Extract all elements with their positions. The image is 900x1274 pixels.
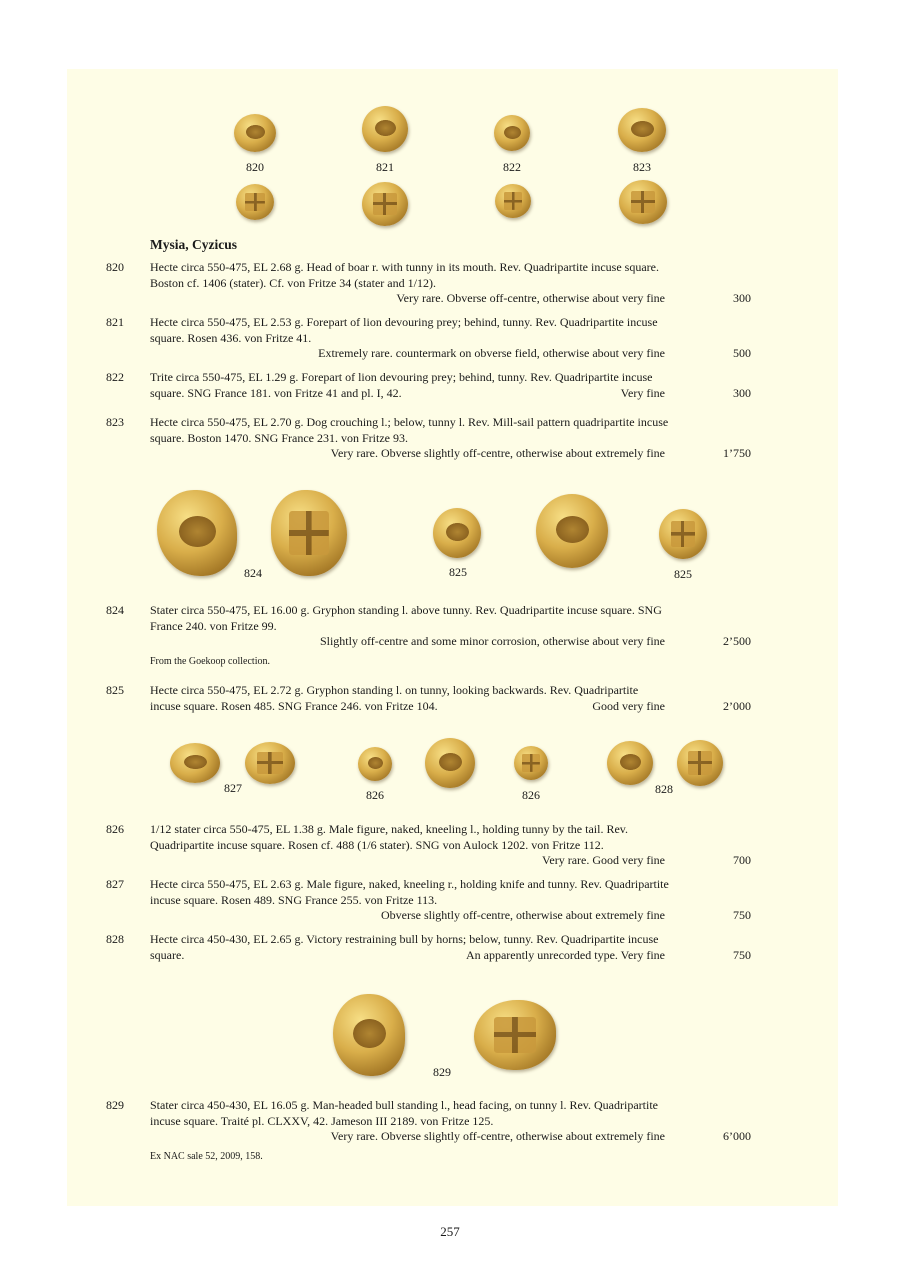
lot-estimate: 750: [733, 947, 751, 962]
lot-description: [150, 877, 752, 908]
plate-label: 827: [224, 781, 242, 795]
coin-820-obverse-image: [234, 114, 276, 152]
section-title: Mysia, Cyzicus: [150, 237, 237, 252]
coin-829-reverse-image: [474, 1000, 556, 1070]
plate-label: 829: [433, 1065, 451, 1079]
coin-829-obverse-image: [333, 994, 405, 1076]
lot-condition: Slightly off-centre and some minor corrosion, otherwise about very fine: [319, 634, 665, 648]
lot-number: 824: [106, 603, 124, 617]
lot-description-line: incuse square. Rosen 489. SNG France 255. von Fritze 113.: [150, 892, 438, 907]
lot-description-line: Stater circa 450-430, EL 16.05 g. Man-headed bull standing l., head facing, on tunny l. Rev. Quadripartite: [150, 1098, 658, 1112]
lot-condition: Obverse slightly off-centre, otherwise about extremely fine: [380, 908, 665, 922]
lot-number: 825: [106, 683, 124, 697]
lot-estimate: 2’000: [723, 698, 751, 713]
lot-estimate: 300: [733, 291, 751, 305]
lot-description-line: France 240. von Fritze 99.: [150, 618, 277, 633]
lot-estimate: 6’000: [723, 1129, 751, 1143]
lot-description-line: Hecte circa 450-430, EL 2.65 g. Victory restraining bull by horns; below, tunny. Rev. Quadripartite incuse: [150, 932, 659, 946]
lot-estimate: 2’500: [723, 634, 751, 648]
lot-estimate: 300: [733, 385, 751, 400]
lot-description-line: Hecte circa 550-475, EL 2.70 g. Dog crouching l.; below, tunny l. Rev. Mill-sail pattern quadripartite incuse: [150, 415, 669, 429]
lot-condition: Very fine: [620, 385, 665, 400]
lot-provenance: From the Goekoop collection.: [150, 656, 270, 667]
lot-provenance: Ex NAC sale 52, 2009, 158.: [150, 1151, 263, 1162]
coin-822-obverse-image: [494, 115, 530, 151]
lot-number: 820: [106, 260, 124, 274]
lot-description: [150, 260, 752, 291]
lot-number: 823: [106, 415, 124, 429]
lot-condition: An apparently unrecorded type. Very fine: [465, 947, 665, 962]
coin-822-reverse-image: [495, 184, 531, 218]
plate-label: 821: [376, 160, 394, 174]
page-number: 257: [440, 1224, 460, 1239]
lot-description: [150, 603, 752, 634]
plate-label: 823: [633, 160, 651, 174]
coin-821-obverse-image: [362, 106, 408, 152]
lot-description-line: incuse square. Rosen 485. SNG France 246. von Fritze 104.: [150, 698, 438, 713]
lot-condition: Very rare. Obverse slightly off-centre, otherwise about extremely fine: [330, 1129, 665, 1143]
lot-number: 827: [106, 877, 124, 891]
lot-condition: Very rare. Obverse slightly off-centre, otherwise about extremely fine: [330, 446, 665, 460]
coin-825-reverse-image: [659, 509, 707, 559]
lot-description: [150, 1098, 752, 1129]
lot-description-line: Hecte circa 550-475, EL 2.63 g. Male figure, naked, kneeling r., holding knife and tunny. Rev. Quadripartite: [150, 877, 669, 891]
coin-826-reverse-image: [514, 746, 548, 780]
lot-condition: Extremely rare. countermark on obverse field, otherwise about very fine: [318, 346, 665, 360]
lot-description-line: square.: [150, 947, 185, 962]
coin-825-obverse-image: [433, 508, 481, 558]
plate-label: 825: [674, 567, 692, 581]
lot-estimate: 750: [733, 908, 751, 922]
lot-description: [150, 822, 752, 853]
lot-description-line: square. Boston 1470. SNG France 231. von Fritze 93.: [150, 430, 408, 445]
coin-823-obverse-image: [618, 108, 666, 152]
plate-label: 825: [449, 565, 467, 579]
coin-826-obverse-image: [358, 747, 392, 781]
lot-number: 826: [106, 822, 124, 836]
lot-number: 821: [106, 315, 124, 329]
lot-description-line: Hecte circa 550-475, EL 2.68 g. Head of boar r. with tunny in its mouth. Rev. Quadripartite incuse square.: [150, 260, 659, 274]
plate-label: 822: [503, 160, 521, 174]
coin-828-obverse-image: [607, 741, 653, 785]
lot-estimate: 500: [733, 346, 751, 360]
plate-label: 824: [244, 566, 262, 580]
lot-description-line: square. SNG France 181. von Fritze 41 and pl. I, 42.: [150, 385, 402, 400]
lot-description-line: Quadripartite incuse square. Rosen cf. 488 (1/6 stater). SNG von Aulock 1202. von Fritze 112.: [150, 837, 604, 852]
coin-821-reverse-image: [362, 182, 408, 226]
lot-description-line: Trite circa 550-475, EL 1.29 g. Forepart of lion devouring prey; behind, tunny. Rev. Quadripartite incuse: [150, 370, 653, 384]
lot-condition: Good very fine: [592, 698, 665, 713]
lot-estimate: 700: [733, 853, 751, 867]
lot-description-line: Stater circa 550-475, EL 16.00 g. Gryphon standing l. above tunny. Rev. Quadripartite incuse square. SNG: [150, 603, 662, 617]
lot-number: 822: [106, 370, 124, 384]
coin-826-obverse-enlarged-image: [425, 738, 475, 788]
lot-description-line: square. Rosen 436. von Fritze 41.: [150, 330, 312, 345]
lot-estimate: 1’750: [723, 446, 751, 460]
coin-827-obverse-image: [170, 743, 220, 783]
coin-827-reverse-image: [245, 742, 295, 784]
coin-825-obverse-enlarged-image: [536, 494, 608, 568]
lot-description-line: Hecte circa 550-475, EL 2.72 g. Gryphon standing l. on tunny, looking backwards. Rev. Quadripartite: [150, 683, 639, 697]
lot-description-line: Hecte circa 550-475, EL 2.53 g. Forepart of lion devouring prey; behind, tunny. Rev. Quadripartite incuse: [150, 315, 658, 329]
lot-description-line: Boston cf. 1406 (stater). Cf. von Fritze 34 (stater and 1/12).: [150, 275, 436, 290]
lot-description: [150, 315, 752, 346]
coin-823-reverse-image: [619, 180, 667, 224]
lot-condition: Very rare. Obverse off-centre, otherwise about very fine: [396, 291, 665, 305]
plate-label: 820: [246, 160, 264, 174]
lot-number: 829: [106, 1098, 124, 1112]
lot-description: [150, 415, 752, 446]
coin-824-reverse-image: [271, 490, 347, 576]
coin-820-reverse-image: [236, 184, 274, 220]
lot-description-line: incuse square. Traité pl. CLXXV, 42. Jameson III 2189. von Fritze 125.: [150, 1113, 494, 1128]
lot-condition: Very rare. Good very fine: [542, 853, 665, 867]
plate-label: 826: [366, 788, 384, 802]
lot-description-line: 1/12 stater circa 550-475, EL 1.38 g. Male figure, naked, kneeling l., holding tunny by the tail. Rev.: [150, 822, 628, 836]
plate-label: 826: [522, 788, 540, 802]
lot-number: 828: [106, 932, 124, 946]
plate-label: 828: [655, 782, 673, 796]
coin-828-reverse-image: [677, 740, 723, 786]
